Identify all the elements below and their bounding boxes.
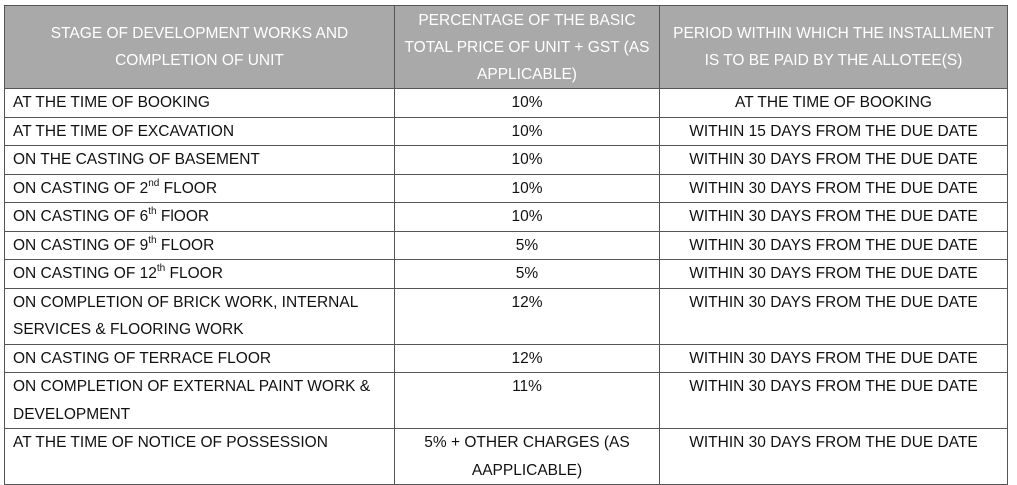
percentage-cell: 5% [395, 231, 660, 260]
stage-text: ON CASTING OF 9 [13, 236, 149, 254]
stage-text: ON CASTING OF 6 [13, 208, 149, 225]
ordinal-suffix: th [148, 206, 157, 217]
stage-cell: AT THE TIME OF NOTICE OF POSSESSION [5, 429, 395, 485]
period-cell: WITHIN 30 DAYS FROM THE DUE DATE [660, 146, 1008, 175]
percentage-cell: 12% [395, 288, 660, 344]
table-row [5, 344, 1008, 373]
table-row [5, 203, 1008, 232]
percentage-cell: 12% [395, 344, 660, 373]
percentage-cell: 10% [395, 203, 660, 232]
stage-cell: ON COMPLETION OF BRICK WORK, INTERNAL SERVICES & FLOORING WORK [5, 288, 395, 344]
header-row [5, 6, 1008, 89]
period-cell: WITHIN 30 DAYS FROM THE DUE DATE [660, 288, 1008, 344]
table-row [5, 117, 1008, 146]
percentage-cell: 5% + OTHER CHARGES (AS AAPPLICABLE) [395, 429, 660, 485]
stage-cell: ON THE CASTING OF BASEMENT [5, 146, 395, 175]
table-row [5, 174, 1008, 203]
stage-cell: AT THE TIME OF BOOKING [5, 89, 395, 118]
stage-cell [5, 231, 395, 260]
table-row [5, 146, 1008, 175]
percentage-cell: 10% [395, 146, 660, 175]
stage-cell [5, 260, 395, 289]
header-percentage: PERCENTAGE OF THE BASIC TOTAL PRICE OF UNIT + GST (AS APPLICABLE) [395, 6, 660, 89]
stage-cell: ON COMPLETION OF EXTERNAL PAINT WORK & DEVELOPMENT [5, 373, 395, 429]
header-period: PERIOD WITHIN WHICH THE INSTALLMENT IS TO BE PAID BY THE ALLOTEE(S) [660, 6, 1008, 89]
period-cell: WITHIN 30 DAYS FROM THE DUE DATE [660, 373, 1008, 429]
period-cell: WITHIN 30 DAYS FROM THE DUE DATE [660, 429, 1008, 485]
stage-text: ON CASTING OF 2 [13, 179, 149, 197]
stage-text: ON CASTING OF 12 [13, 265, 157, 282]
percentage-cell: 11% [395, 373, 660, 429]
percentage-cell: 10% [395, 117, 660, 146]
stage-cell: ON CASTING OF TERRACE FLOOR [5, 344, 395, 373]
stage-cell: AT THE TIME OF EXCAVATION [5, 117, 395, 146]
percentage-cell: 5% [395, 260, 660, 289]
period-cell: WITHIN 15 DAYS FROM THE DUE DATE [660, 117, 1008, 146]
period-cell: WITHIN 30 DAYS FROM THE DUE DATE [660, 344, 1008, 373]
table-row [5, 373, 1008, 429]
stage-text-end: FLOOR [165, 265, 223, 282]
table-row [5, 288, 1008, 344]
table-row [5, 231, 1008, 260]
table-row [5, 260, 1008, 289]
period-cell: WITHIN 30 DAYS FROM THE DUE DATE [660, 203, 1008, 232]
stage-text-end: FlOOR [156, 208, 210, 225]
period-cell: WITHIN 30 DAYS FROM THE DUE DATE [660, 231, 1008, 260]
ordinal-suffix: th [148, 234, 157, 246]
payment-plan-table [4, 5, 1008, 485]
stage-cell [5, 174, 395, 203]
stage-cell [5, 203, 395, 232]
header-stage: STAGE OF DEVELOPMENT WORKS AND COMPLETION OF UNIT [5, 6, 395, 89]
ordinal-suffix: nd [148, 177, 160, 189]
table-row [5, 429, 1008, 485]
period-cell: WITHIN 30 DAYS FROM THE DUE DATE [660, 260, 1008, 289]
percentage-cell: 10% [395, 89, 660, 118]
period-cell: WITHIN 30 DAYS FROM THE DUE DATE [660, 174, 1008, 203]
table-row [5, 89, 1008, 118]
percentage-cell: 10% [395, 174, 660, 203]
stage-text-end: FLOOR [159, 179, 218, 197]
period-cell: AT THE TIME OF BOOKING [660, 89, 1008, 118]
stage-text-end: FLOOR [156, 236, 215, 254]
ordinal-suffix: th [156, 263, 166, 274]
